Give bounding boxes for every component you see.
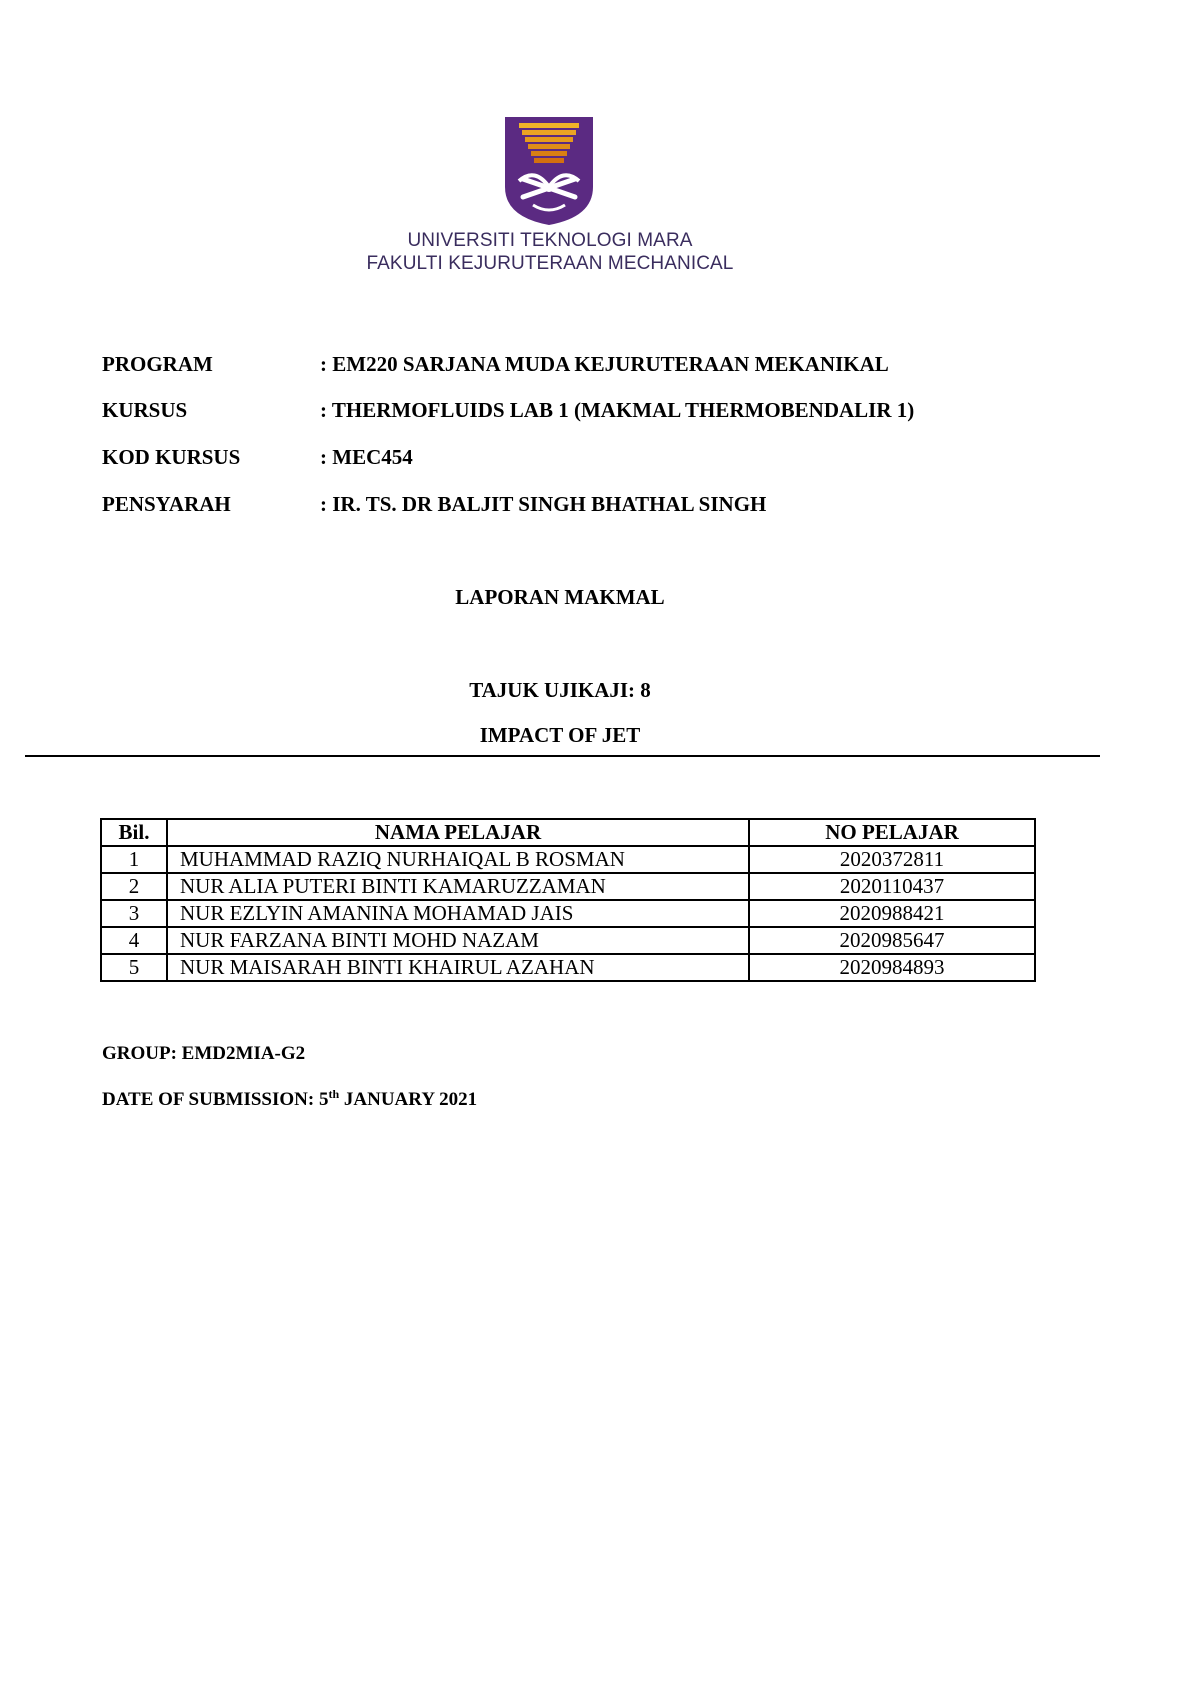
student-table — [100, 818, 1036, 982]
info-label: KOD KURSUS — [102, 445, 241, 469]
header-bil: Bil. — [101, 819, 167, 846]
cell-bil: 4 — [101, 927, 167, 954]
submission-date-suffix: JANUARY 2021 — [339, 1089, 478, 1110]
table-row — [101, 846, 1035, 873]
info-value: : THERMOFLUIDS LAB 1 (MAKMAL THERMOBENDALIR 1) — [320, 398, 915, 422]
uitm-crest-logo — [505, 117, 593, 225]
group-label: GROUP: EMD2MIA-G2 — [102, 1043, 306, 1064]
table-row — [101, 954, 1035, 981]
header-no: NO PELAJAR — [749, 819, 1035, 846]
cell-bil: 3 — [101, 900, 167, 927]
info-label: PROGRAM — [102, 352, 213, 376]
submission-date — [102, 1087, 477, 1111]
cell-student-no: 2020988421 — [749, 900, 1035, 927]
cell-bil: 2 — [101, 873, 167, 900]
submission-date-prefix: DATE OF SUBMISSION: 5 — [102, 1089, 329, 1110]
cell-name: NUR FARZANA BINTI MOHD NAZAM — [167, 927, 749, 954]
report-type: LAPORAN MAKMAL — [455, 585, 665, 609]
cell-bil: 1 — [101, 846, 167, 873]
experiment-number: TAJUK UJIKAJI: 8 — [469, 678, 651, 702]
report-title: IMPACT OF JET — [479, 723, 641, 747]
table-row — [101, 900, 1035, 927]
faculty-name: FAKULTI KEJURUTERAAN MECHANICAL — [366, 253, 734, 274]
cell-name: NUR MAISARAH BINTI KHAIRUL AZAHAN — [167, 954, 749, 981]
cell-student-no: 2020110437 — [749, 873, 1035, 900]
cell-student-no: 2020372811 — [749, 846, 1035, 873]
info-value: : MEC454 — [320, 445, 413, 469]
cell-bil: 5 — [101, 954, 167, 981]
info-value: : EM220 SARJANA MUDA KEJURUTERAAN MEKANIKAL — [320, 352, 889, 376]
university-name: UNIVERSITI TEKNOLOGI MARA — [407, 230, 693, 251]
table-header-row — [101, 819, 1035, 846]
table-row — [101, 927, 1035, 954]
info-label: PENSYARAH — [102, 492, 231, 516]
cell-name: NUR ALIA PUTERI BINTI KAMARUZZAMAN — [167, 873, 749, 900]
cell-name: NUR EZLYIN AMANINA MOHAMAD JAIS — [167, 900, 749, 927]
cell-student-no: 2020984893 — [749, 954, 1035, 981]
info-label: KURSUS — [102, 398, 188, 422]
cell-student-no: 2020985647 — [749, 927, 1035, 954]
info-value: : IR. TS. DR BALJIT SINGH BHATHAL SINGH — [320, 492, 767, 516]
date-ordinal-suffix: th — [328, 1087, 340, 1101]
horizontal-rule — [25, 755, 1100, 757]
header-nama: NAMA PELAJAR — [167, 819, 749, 846]
cell-name: MUHAMMAD RAZIQ NURHAIQAL B ROSMAN — [167, 846, 749, 873]
table-row — [101, 873, 1035, 900]
